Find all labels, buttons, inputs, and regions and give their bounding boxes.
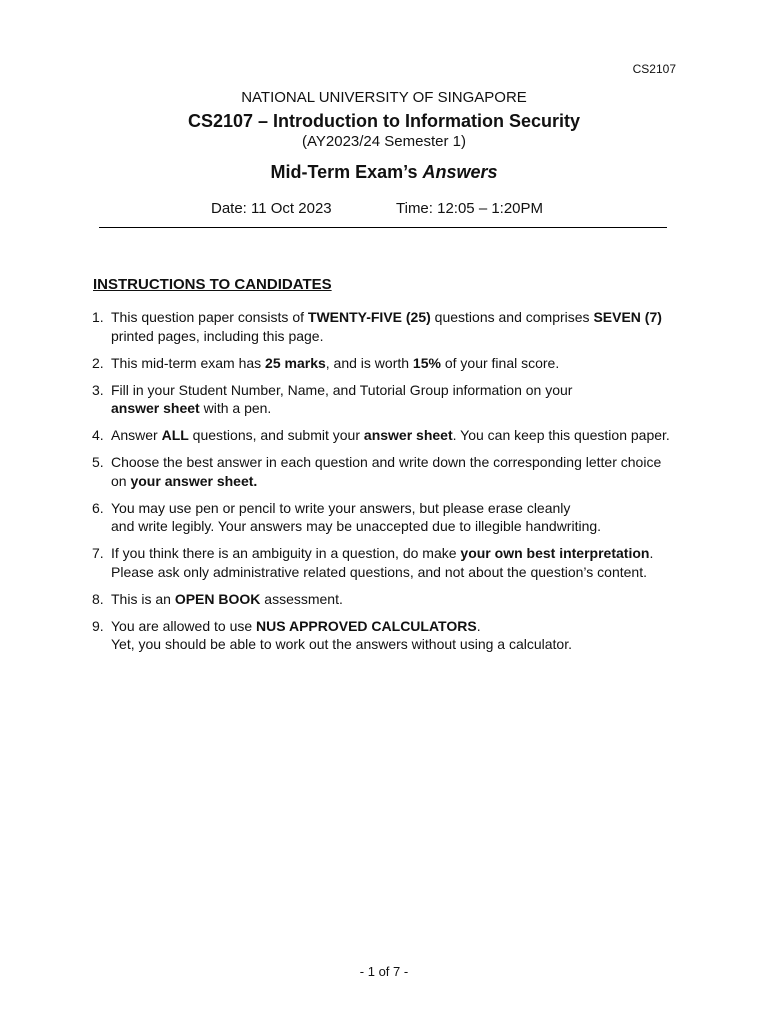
instruction-line xyxy=(111,399,692,418)
instruction-number: 8. xyxy=(92,590,104,607)
title-divider xyxy=(99,227,667,228)
header-course-code: CS2107 xyxy=(632,62,676,76)
instruction-item xyxy=(92,590,692,609)
instruction-number: 3. xyxy=(92,381,104,398)
instruction-item xyxy=(92,453,692,490)
instruction-item xyxy=(92,426,692,445)
instruction-item xyxy=(92,544,692,581)
instruction-emphasis: 15% xyxy=(412,354,441,371)
exam-title xyxy=(0,161,768,183)
instruction-number: 5. xyxy=(92,454,104,470)
instruction-emphasis: 25 marks xyxy=(265,354,326,371)
instruction-text: You are allowed to use xyxy=(111,617,257,634)
instruction-body xyxy=(111,617,692,654)
instruction-number: 7. xyxy=(92,545,104,561)
instruction-emphasis: answer sheet xyxy=(363,427,453,443)
instruction-line xyxy=(111,453,692,472)
instruction-text: on xyxy=(111,472,131,489)
instruction-text: If you think there is an ambiguity in a question, do make xyxy=(111,545,461,561)
instruction-text: of your final score. xyxy=(440,354,560,371)
instruction-text: Yet, you should be able to work out the answers without using a calculator. xyxy=(111,636,572,652)
exam-time: Time: 12:05 – 1:20PM xyxy=(396,200,544,217)
instruction-text: and write legibly. Your answers may be unaccepted due to illegible handwriting. xyxy=(111,518,602,534)
instruction-emphasis: NUS APPROVED CALCULATORS xyxy=(256,617,477,634)
instruction-text: This is an xyxy=(111,590,175,607)
instruction-item xyxy=(92,617,692,654)
instruction-number: 6. xyxy=(92,499,104,516)
instruction-emphasis: your answer sheet. xyxy=(130,472,258,489)
course-title: CS2107 – Introduction to Information Security xyxy=(187,111,581,131)
instruction-line xyxy=(111,544,692,563)
instruction-text: You may use pen or pencil to write your answers, but please erase cleanly xyxy=(111,499,571,516)
semester-label: (AY2023/24 Semester 1) xyxy=(302,133,466,150)
instruction-item xyxy=(92,381,692,418)
instruction-text: . xyxy=(649,545,654,561)
university-name: NATIONAL UNIVERSITY OF SINGAPORE xyxy=(241,89,527,106)
instruction-line xyxy=(111,499,692,518)
instruction-text: , and is worth xyxy=(325,354,413,371)
instruction-text: . You can keep this question paper. xyxy=(452,427,670,443)
exam-date: Date: 11 Oct 2023 xyxy=(211,200,332,217)
instruction-line xyxy=(111,635,692,654)
instruction-text: Please ask only administrative related questions, and not about the question’s content. xyxy=(111,563,647,580)
instruction-item xyxy=(92,499,692,536)
instruction-emphasis: ALL xyxy=(161,427,189,443)
instruction-line xyxy=(111,354,692,373)
instruction-emphasis: your own best interpretation xyxy=(460,545,650,561)
instruction-text: Choose the best answer in each question and write down the corresponding letter choice xyxy=(111,454,662,470)
instruction-text: Fill in your Student Number, Name, and Tutorial Group information on your xyxy=(111,381,573,398)
exam-title-emphasis: Answers xyxy=(422,162,498,182)
instruction-body xyxy=(111,590,692,609)
exam-title-prefix: Mid-Term Exam’s xyxy=(270,162,423,182)
instruction-body xyxy=(111,308,692,345)
instructions-heading: INSTRUCTIONS TO CANDIDATES xyxy=(93,276,332,293)
instruction-number: 1. xyxy=(92,309,104,325)
instruction-emphasis: answer sheet xyxy=(111,400,200,416)
instruction-number: 2. xyxy=(92,354,104,371)
instruction-line xyxy=(111,472,692,491)
instruction-line xyxy=(111,590,692,609)
instruction-text: This mid-term exam has xyxy=(111,354,266,371)
instruction-line xyxy=(111,426,692,445)
instruction-line xyxy=(111,327,692,346)
instruction-text: . xyxy=(476,617,481,634)
instruction-line xyxy=(111,617,692,636)
instruction-line xyxy=(111,381,692,400)
instruction-line xyxy=(111,563,692,582)
instruction-emphasis: SEVEN (7) xyxy=(593,309,662,325)
instruction-text: questions, and submit your xyxy=(188,427,364,443)
instruction-text: This question paper consists of xyxy=(111,309,308,325)
instruction-item xyxy=(92,308,692,345)
instruction-body xyxy=(111,354,692,373)
instruction-text: questions and comprises xyxy=(430,309,594,325)
instruction-text: printed pages, including this page. xyxy=(111,327,324,344)
instruction-number: 9. xyxy=(92,617,104,634)
instruction-body xyxy=(111,453,692,490)
instruction-emphasis: TWENTY-FIVE (25) xyxy=(307,309,431,325)
instruction-number: 4. xyxy=(92,427,104,443)
instruction-emphasis: OPEN BOOK xyxy=(174,590,261,607)
instruction-text: Answer xyxy=(111,427,162,443)
instruction-text: assessment. xyxy=(260,590,343,607)
instruction-body xyxy=(111,544,692,581)
instruction-body xyxy=(111,499,692,536)
instruction-item xyxy=(92,354,692,373)
instruction-line xyxy=(111,308,692,327)
instructions-list xyxy=(92,308,692,662)
instruction-body xyxy=(111,381,692,418)
instruction-text: with a pen. xyxy=(199,400,272,416)
page-indicator: - 1 of 7 - xyxy=(359,964,409,979)
instruction-body xyxy=(111,426,692,445)
instruction-line xyxy=(111,517,692,536)
